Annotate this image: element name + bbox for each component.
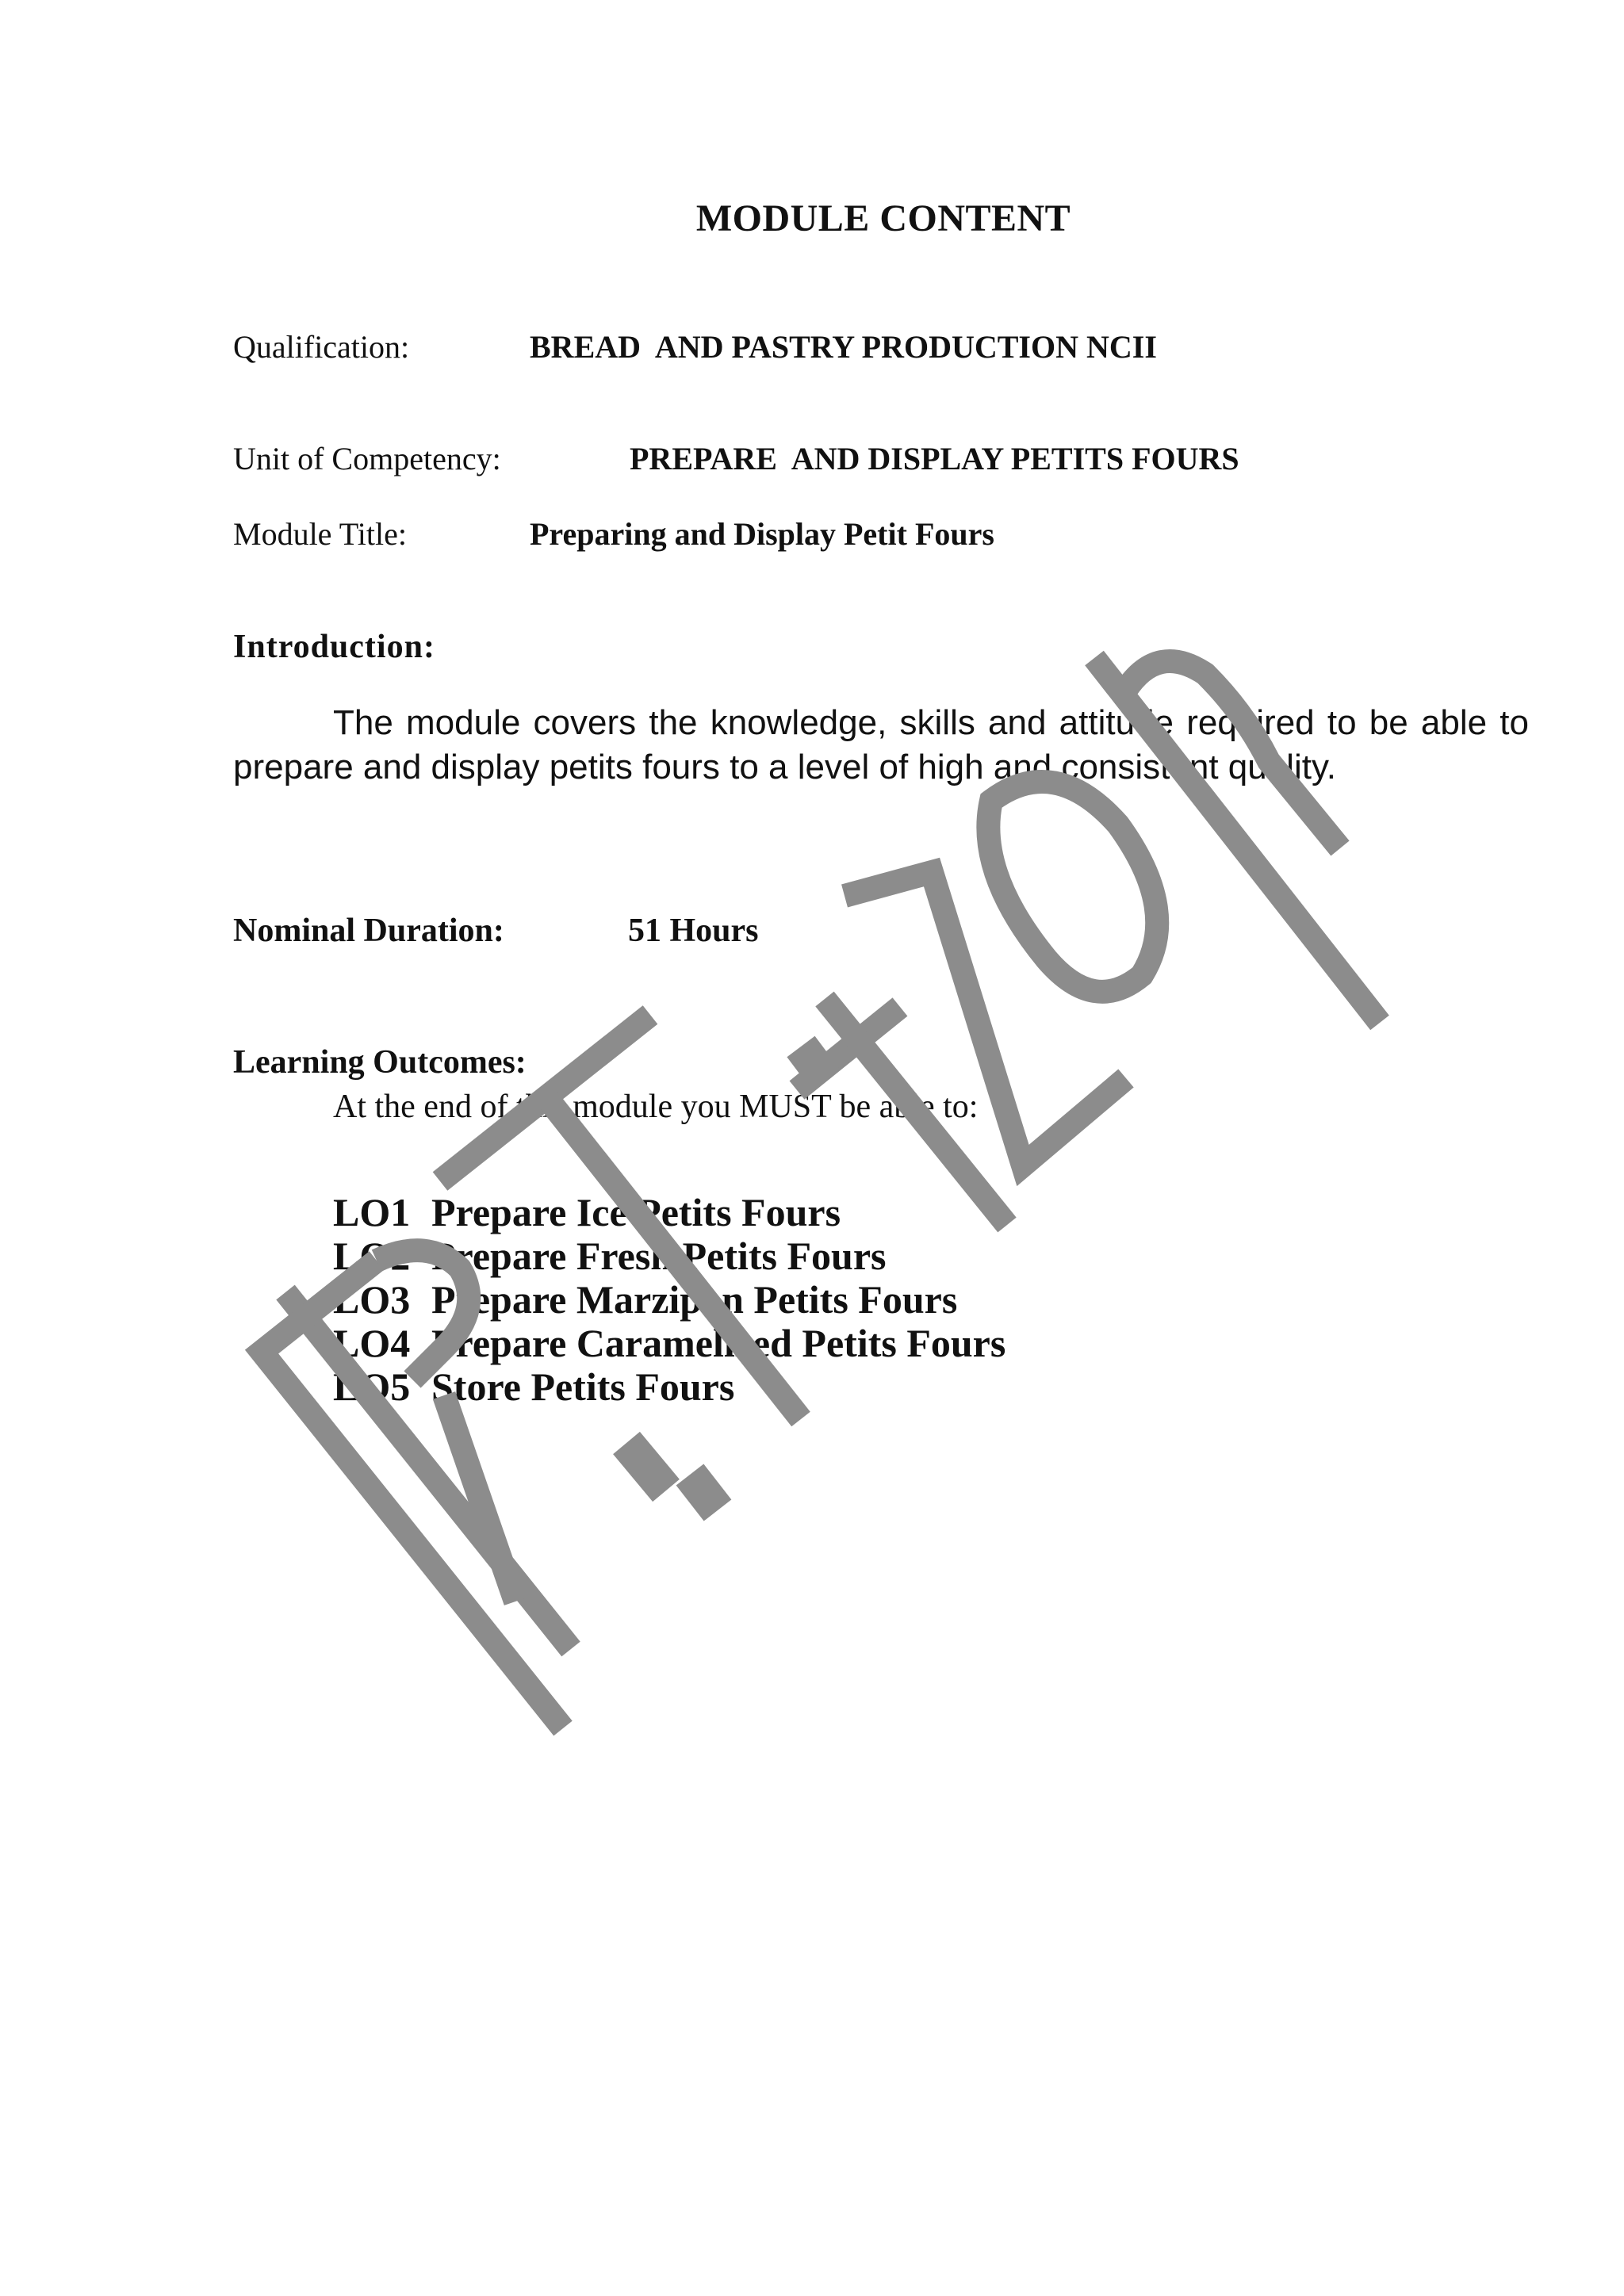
introduction-text: The module covers the knowledge, skills and attitude required to be able to prepare and display petits fours to a level of high and consistent quality. — [233, 703, 1529, 786]
list-item — [333, 1322, 1005, 1365]
lo-code: LO1 — [333, 1190, 411, 1234]
list-item — [333, 1365, 1005, 1409]
learning-outcomes-heading: Learning Outcomes: — [233, 1044, 527, 1081]
lo-code: LO2 — [333, 1234, 411, 1278]
list-item — [333, 1234, 1005, 1278]
lo-code: LO4 — [333, 1321, 411, 1365]
learning-outcomes-intro: At the end of this module you MUST be able to: — [333, 1089, 979, 1125]
unit-of-competency-value: PREPARE AND DISPLAY PETITS FOURS — [630, 441, 1239, 476]
lo-code: LO5 — [333, 1364, 411, 1409]
unit-of-competency-label: Unit of Competency: — [233, 441, 501, 476]
qualification-value: BREAD AND PASTRY PRODUCTION NCII — [530, 329, 1157, 365]
nominal-duration-value: 51 Hours — [628, 913, 759, 949]
lo-text: Store Petits Fours — [431, 1364, 735, 1409]
list-item — [333, 1191, 1005, 1234]
qualification-label: Qualification: — [233, 329, 410, 365]
module-title-label: Module Title: — [233, 516, 407, 552]
lo-text: Prepare Caramelized Petits Fours — [431, 1321, 1006, 1365]
page-title: MODULE CONTENT — [695, 197, 1071, 239]
introduction-heading: Introduction: — [233, 629, 435, 665]
lo-text: Prepare Marzipan Petits Fours — [431, 1277, 958, 1322]
lo-text: Prepare Fresh Petits Fours — [431, 1234, 887, 1278]
learning-outcomes-list — [333, 1191, 1005, 1409]
module-title-value: Preparing and Display Petit Fours — [530, 516, 994, 552]
lo-code: LO3 — [333, 1277, 411, 1322]
nominal-duration-label: Nominal Duration: — [233, 913, 504, 949]
lo-text: Prepare Ice Petits Fours — [431, 1190, 841, 1234]
list-item — [333, 1278, 1005, 1322]
